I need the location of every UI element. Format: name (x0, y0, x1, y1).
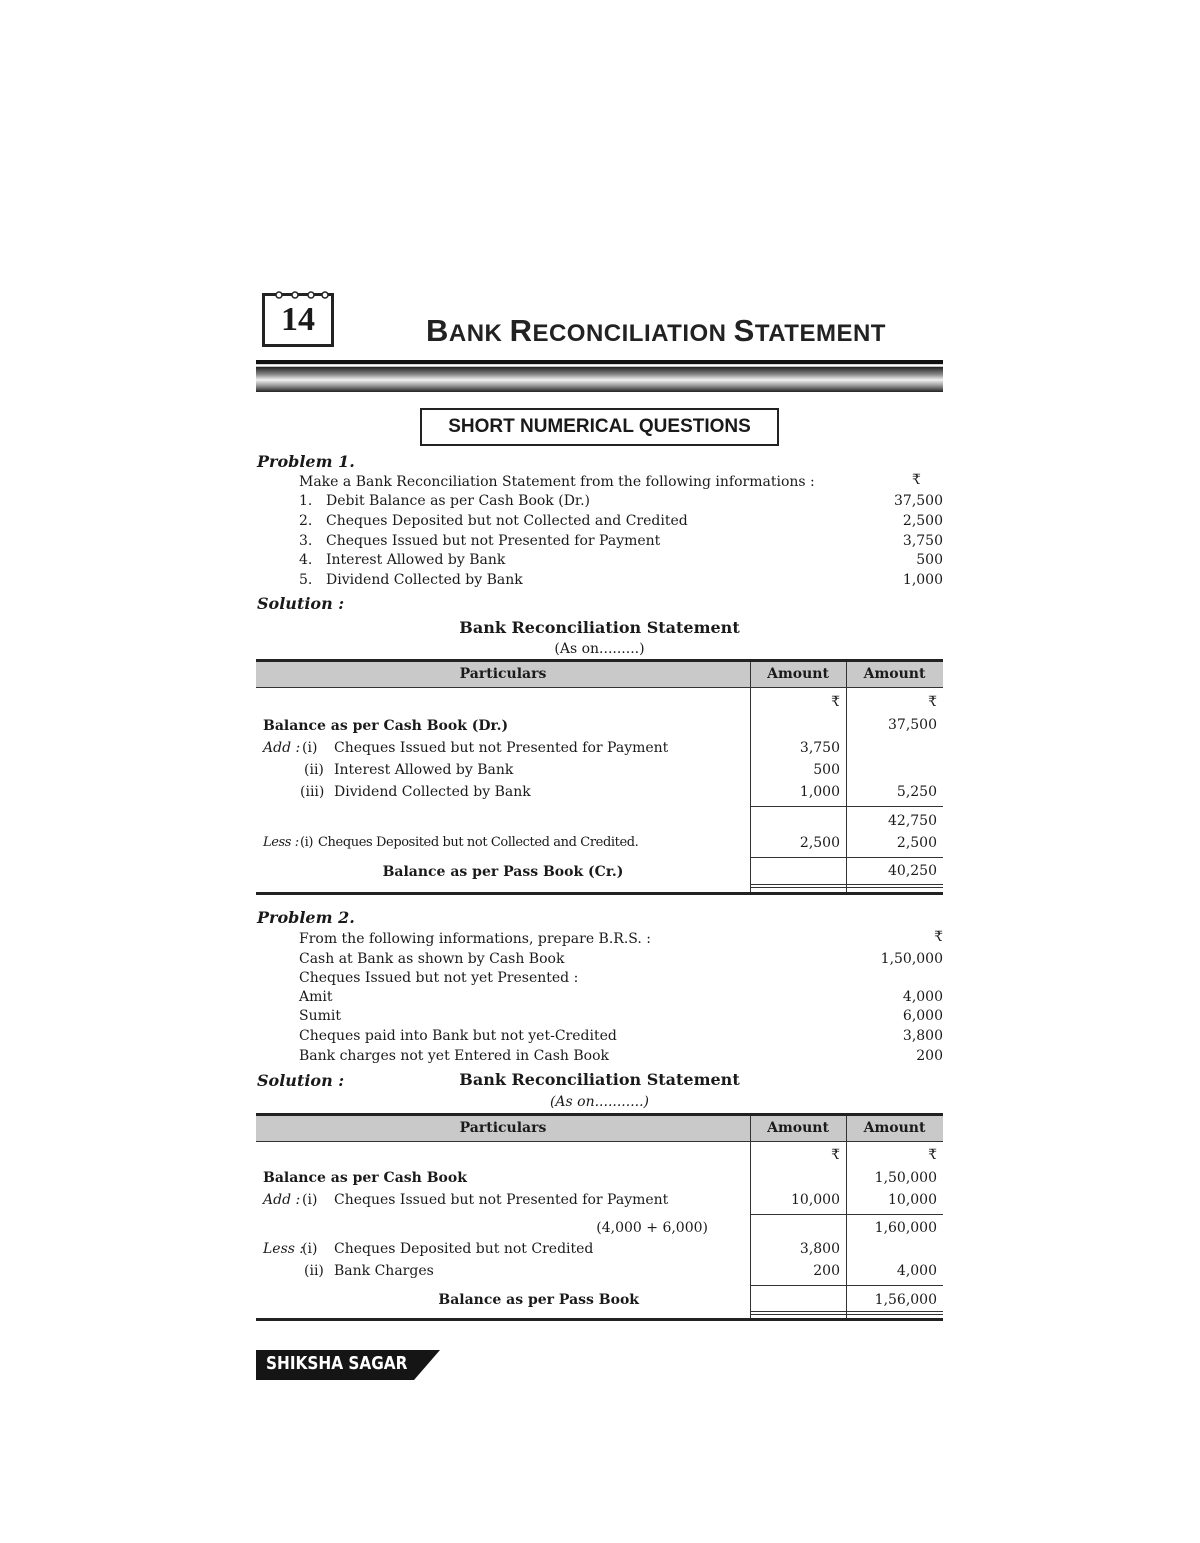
problem1-intro: Make a Bank Reconciliation Statement from the following informations : (299, 474, 815, 490)
list-item-amount: 1,50,000 (880, 951, 943, 967)
currency-symbol: ₹ (934, 929, 943, 945)
row-amount: 40,250 (888, 863, 937, 879)
row-amount: 10,000 (791, 1192, 840, 1208)
list-item: Interest Allowed by Bank (326, 552, 506, 568)
row-amount: 10,000 (888, 1192, 937, 1208)
column-header: Amount (863, 1120, 926, 1136)
list-item: Cheques Issued but not Presented for Payment (326, 533, 661, 549)
row-label: Dividend Collected by Bank (334, 784, 531, 800)
row-index: (i) (302, 1192, 318, 1208)
list-item-number: 4. (299, 552, 313, 568)
row-label: Balance as per Pass Book (Cr.) (382, 864, 624, 880)
row-amount: 37,500 (888, 717, 937, 733)
subtotal-amount: 42,750 (888, 813, 937, 829)
list-item: Cheques Issued but not yet Presented : (299, 970, 579, 986)
footer-brand: SHIKSHA SAGAR (266, 1353, 408, 1374)
gradient-divider (256, 360, 943, 392)
row-label: Cheques Deposited but not Collected and Credited. (318, 835, 639, 850)
list-item-amount: 4,000 (902, 989, 943, 1005)
currency-symbol: ₹ (831, 1147, 840, 1163)
row-amount: 200 (813, 1263, 840, 1279)
list-item: Amit (299, 989, 333, 1005)
table-header (256, 1116, 943, 1142)
column-header: Amount (767, 1120, 829, 1136)
reconciliation-table-2 (256, 1113, 943, 1325)
table-header (256, 662, 943, 688)
list-item: Cheques paid into Bank but not yet-Credited (299, 1028, 617, 1044)
less-prefix: Less : (263, 1241, 305, 1257)
list-item-number: 3. (299, 533, 313, 549)
list-item: Dividend Collected by Bank (326, 572, 523, 588)
row-label: Interest Allowed by Bank (334, 762, 514, 778)
row-label: Cheques Deposited but not Credited (334, 1241, 594, 1257)
problem1-label: Problem 1. (257, 452, 355, 471)
list-item-amount: 3,750 (902, 533, 943, 549)
chapter-title: BANK RECONCILIATION STATEMENT (426, 313, 886, 348)
add-prefix: Add : (263, 1192, 301, 1208)
list-item-amount: 1,000 (902, 572, 943, 588)
row-amount: 1,000 (799, 784, 840, 800)
add-prefix: Add : (263, 740, 301, 756)
calendar-rings-icon (273, 290, 329, 300)
row-index: (i) (300, 835, 314, 850)
currency-symbol: ₹ (928, 1147, 937, 1163)
row-index: (ii) (304, 762, 324, 778)
problem2-label: Problem 2. (257, 908, 355, 927)
subtotal-amount: 1,60,000 (874, 1220, 937, 1236)
list-item-amount: 6,000 (902, 1008, 943, 1024)
row-amount: 2,500 (799, 835, 840, 851)
section-heading: SHORT NUMERICAL QUESTIONS (420, 408, 779, 446)
row-index: (i) (302, 740, 318, 756)
row-label: Cheques Issued but not Presented for Payment (334, 1192, 669, 1208)
row-label: Bank Charges (334, 1263, 434, 1279)
row-label: Balance as per Cash Book (263, 1170, 467, 1186)
row-amount: 1,56,000 (874, 1292, 937, 1308)
row-label: Balance as per Cash Book (Dr.) (263, 718, 509, 734)
problem2-intro: From the following informations, prepare B.R.S. : (299, 931, 651, 947)
calculation-note: (4,000 + 6,000) (596, 1220, 708, 1236)
list-item-amount: 37,500 (894, 493, 943, 509)
less-prefix: Less : (263, 835, 299, 850)
currency-symbol: ₹ (912, 472, 921, 488)
row-index: (iii) (300, 784, 325, 800)
row-amount: 2,500 (896, 835, 937, 851)
statement-date: (As on.........) (554, 641, 645, 657)
list-item: Cheques Deposited but not Collected and Credited (326, 513, 688, 529)
row-index: (ii) (304, 1263, 324, 1279)
column-header: Particulars (459, 666, 547, 682)
currency-symbol: ₹ (831, 694, 840, 710)
row-amount: 3,800 (799, 1241, 840, 1257)
currency-symbol: ₹ (928, 694, 937, 710)
list-item-number: 1. (299, 493, 313, 509)
list-item: Bank charges not yet Entered in Cash Book (299, 1048, 609, 1064)
list-item: Cash at Bank as shown by Cash Book (299, 951, 565, 967)
list-item-amount: 200 (916, 1048, 943, 1064)
list-item: Sumit (299, 1008, 341, 1024)
column-header: Amount (767, 666, 829, 682)
solution-label: Solution : (257, 594, 345, 613)
column-header: Particulars (459, 1120, 547, 1136)
statement-date: (As on...........) (549, 1094, 650, 1110)
list-item-amount: 3,800 (902, 1028, 943, 1044)
list-item: Debit Balance as per Cash Book (Dr.) (326, 493, 590, 509)
list-item-number: 5. (299, 572, 313, 588)
list-item-number: 2. (299, 513, 313, 529)
row-index: (i) (302, 1241, 318, 1257)
column-header: Amount (863, 666, 926, 682)
reconciliation-table-1 (256, 659, 943, 899)
chapter-number: 14 (281, 301, 315, 338)
solution-label: Solution : (257, 1071, 345, 1090)
row-amount: 3,750 (799, 740, 840, 756)
row-label: Balance as per Pass Book (438, 1292, 639, 1308)
row-amount: 1,50,000 (874, 1170, 937, 1186)
row-label: Cheques Issued but not Presented for Payment (334, 740, 669, 756)
list-item-amount: 2,500 (902, 513, 943, 529)
row-amount: 4,000 (896, 1263, 937, 1279)
list-item-amount: 500 (916, 552, 943, 568)
statement-title: Bank Reconciliation Statement (459, 1070, 740, 1089)
row-amount: 500 (813, 762, 840, 778)
chapter-number-box (262, 293, 334, 347)
statement-title: Bank Reconciliation Statement (459, 618, 740, 637)
row-amount: 5,250 (896, 784, 937, 800)
